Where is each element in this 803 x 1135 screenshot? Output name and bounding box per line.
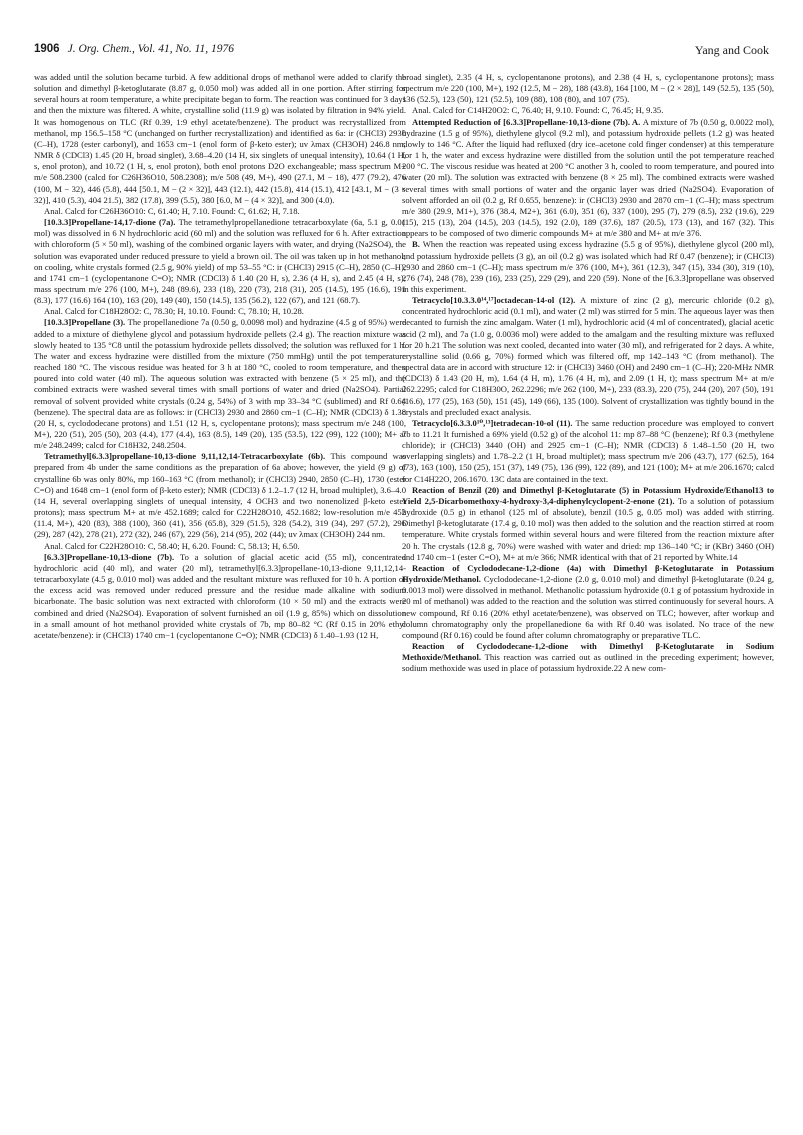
paragraph-text: When the reaction was repeated using excess hydrazine (5.5 g of 95%), diethylene glycol (200 ml), and potassium hydroxide pellets (3 g), an oil (0.2 g) was isolated which had Rf 0.47 (benzene); ir (CHCl3) 2930 and 2860 cm−1 (C–H); mass spectrum m/e 376 (100, M+), 361 (12.3), 347 (15), 334 (30), 319 (10), 276 (74), 248 (78), 239 (16), 233 (25), 229 (29), and 220 (59). None of the [6.3.3]propellane was observed in this experiment. — [402, 239, 774, 294]
paragraph — [402, 105, 774, 116]
paragraph-text: To a solution of glacial acetic acid (55 ml), concentrated hydrochloric acid (40 ml), and water (20 ml), tetramethyl[6.3.3]propellane-10,13-dione 9,11,12,14-tetracarboxylate (4.5 g, 0.010 mol) was added and the resultant mixture was refluxed for 10 h. A portion of the excess acid was removed under reduced pressure and the residue made alkaline with sodium bicarbonate. The basic solution was next extracted with chloroform (10 × 50 ml) and the extracts were combined and dried (Na2SO4). Evaporation of solvent furnished an oil (1.9 g, 85%) which on dissolution in a small amount of hot methanol provided white crystals of 7b, mp 80–82 °C (Rf 0.15 in 20% ethyl acetate/benzene): ir (CHCl3) 1740 cm−1 (cyclopentanone C=O); NMR (CDCl3) δ 1.40–1.93 (12 H, — [34, 551, 406, 640]
paragraph-text: The same reduction procedure was employed to convert 7b to 11.21 It furnished a 69% yield (0.52 g) of the alcohol 11: mp 87–88 °C (benzene); Rf 0.3 (methylene chloride); ir (CHCl3) 3440 (OH) and 2925 cm−1 (C–H); NMR (CDCl3) δ 1.48–1.50 (20 H, two overlapping singlets) and 1.78–2.2 (1 H, broad multiplet); mass spectrum m/e 206 (43.7), 177 (62.5), 164 (73), 163 (100), 150 (25), 151 (37), 149 (75), 136 (99), 122 (89), and 121 (100); M+ at m/e 206.1670; calcd for C14H22O, 206.1670. 13C data are contained in the text. — [402, 417, 774, 484]
paragraph-text: To a solution of potassium hydroxide (0.5 g) in ethanol (125 ml of absolute), benzil (10.5 g, 0.05 mol) was added with stirring. Dimethyl β-ketoglutarate (17.4 g, 0.10 mol) was then added to the solution and the reaction stirred at room temperature. White crystals formed within several hours and were filtered from the reaction mixture after 20 h. The crystals (12.8 g, 70%) were washed with water and dried: mp 136–140 °C; ir (KBr) 3460 (OH) and 1740 cm−1 (ester C=O), M+ at m/e 366; NMR identical with that of 21 reported by White.14 — [402, 495, 775, 562]
right-column — [402, 72, 774, 674]
paragraph-text: Anal. Calcd for C26H36O10: C, 61.40; H, 7.10. Found: C, 61.62; H, 7.18. — [44, 205, 300, 216]
paragraph — [34, 552, 406, 641]
paragraph — [34, 451, 406, 540]
paragraph-heading: Reaction of Cyclododecane-1,2-dione with Dimethyl β-Ketoglutarate in Sodium Methoxide/Methanol. — [402, 640, 774, 663]
paragraph-text: The propellanedione 7a (0.50 g, 0.0098 mol) and hydrazine (4.5 g of 95%) were added to a mixture of diethylene glycol and potassium hydroxide pellets (2.4 g). The reaction mixture was slowly heated to 135 °C8 until the potassium hydroxide pellets dissolved; the solution was refluxed for 1 h. The water and excess hydrazine were distilled from the mixture (750 mmHg) until the pot temperature reached 180 °C. The viscous residue was heated for 3 h at 180 °C, cooled to room temperature, and then poured into cold water (40 ml). The aqueous solution was extracted with benzene (5 × 25 ml), and the combined extracts were washed several times with small portions of water and dried (Na2SO4). Partial removal of solvent provided white crystals (0.24 g, 54%) of 3 with mp 33–34 °C (sublimed) and Rf 0.64 (benzene). The spectral data are as follows: ir (CHCl3) 2930 and 2860 cm−1 (C–H); NMR (CDCl3) δ 1.38 (20 H, s, cyclododecane protons) and 1.51 (12 H, s, cyclopentane protons); mass spectrum m/e 248 (100, M+), 220 (51), 205 (50), 203 (4.4), 177 (4.4), 163 (8.5), 149 (20), 135 (53.5), 122 (99), 122 (100); M+ at m/e 248.2499; calcd for C18H32, 248.2504. — [34, 317, 406, 451]
paragraph-text: Anal. Calcd for C22H28O10: C, 58.40; H, 6.20. Found: C, 58.13; H, 6.50. — [44, 540, 300, 551]
paragraph — [34, 217, 406, 306]
page-header — [34, 43, 769, 61]
paragraph-text: broad singlet), 2.35 (4 H, s, cyclopentanone protons), and 2.38 (4 H, s, cyclopentanone protons); mass spectrum m/e 220 (100, M+), 192 (12.5, M − 28), 188 (43.8), 164 [100, M − (2 × 28)], 149 (52.5), 135 (50), 136 (52.5), 123 (50), 121 (52.5), 109 (88), 108 (80), and 107 (75). — [402, 72, 774, 105]
paragraph-text: This compound was prepared from 4b under the same conditions as the preparation of 6a above; however, the yield (9 g) of crystalline 6b was only 80%, mp 160–163 °C (from methanol); ir (CHCl3) 2940, 2850 (C–H), 1730 (ester C=O) and 1648 cm−1 (enol form of β-keto ester); NMR (CDCl3) δ 1.2–1.7 (12 H, broad multiplet), 3.6–4.0 (14 H, several overlapping singlets of unequal intensity, 4 OCH3 and two nonenolized β-keto ester protons); mass spectrum M+ at m/e 452.1689; calcd for C22H28O10, 452.1682; low-resolution m/e 452 (11.4, M+), 420 (83), 388 (100), 360 (41), 356 (65.8), 329 (51.5), 328 (54.2), 319 (34), 297 (57.2), 296 (29), 287 (42), 278 (21), 272 (32), 246 (67), 229 (56), 214 (95), 202 (44); uv λmax (CH3OH) 244 nm. — [34, 451, 406, 540]
paragraph-text: A mixture of 7b (0.50 g, 0.0022 mol), hydrazine (1.5 g of 95%), diethylene glycol (9.2 ml), and potassium hydroxide pellets (1.2 g) was heated slowly to 146 °C. After the liquid had refluxed (dry ice–acetone cold finger condenser) at this temperature for 1 h, the water and excess hydrazine were distilled from the solution until the pot temperature reached 200 °C. The viscous residue was heated at 200 °C another 3 h, cooled to room temperature, and poured into water (20 ml). The solution was extracted with benzene (8 × 25 ml). The combined extracts were washed several times with small portions of water and the organic layer was dried (Na2SO4). Evaporation of solvent afforded an oil (0.2 g, Rf 0.655, benzene): ir (CHCl3) 2930 and 2870 cm−1 (C–H); mass spectrum m/e 380 (29.9, M1+), 376 (38.4, M2+), 361 (6.0), 351 (6), 337 (100), 295 (7), 279 (8.5), 232 (19.6), 229 (15), 215 (13), 204 (14.5), 203 (14.5), 192 (2.0), 189 (37.6), 187 (20.5), 173 (13), and 167 (32). This appears to be composed of two dimeric compounds M+ at m/e 380 and M+ at m/e 376. — [402, 116, 774, 239]
paragraph-text: A mixture of zinc (2 g), mercuric chloride (0.2 g), concentrated hydrochloric acid (0.1 ml), and water (2 ml) was stirred for 5 min. The aqueous layer was then decanted to furnish the zinc amalgam. Water (1 ml), hydrochloric acid (4 ml of concentrated), glacial acetic acid (2 ml), and 7a (1.0 g, 0.0036 mol) were added to the amalgam and the resulting mixture was refluxed for 20 h.21 The solution was next cooled, decanted into water (30 ml), and refrigerated for 2 days. A white, crystalline solid (0.66 g, 70%) formed which was filtered off, mp 142–143 °C (from methanol). The spectral data are in accord with structure 12: ir (CHCl3) 3460 (OH) and 2490 cm−1 (C–H); 220-MHz NMR (CDCl3) δ 1.43 (20 H, m), 1.64 (4 H, m), 1.76 (4 H, m), and 2.09 (1 H, t); mass spectrum M+ at m/e 262.2295; calcd for C18H30O, 262.2296; m/e 262 (100, M+), 233 (83.3), 220 (75), 244 (20), 207 (50), 191 (16.6), 177 (25), 163 (50), 151 (45), 149 (66), 135 (100). Solvent of crystallization was tightly bound in the crystals and precluded exact analysis. — [402, 295, 775, 417]
paragraph-heading: [10.3.3]Propellane-14,17-dione (7a). — [44, 217, 179, 228]
paragraph — [34, 541, 406, 552]
paragraph-heading: Reaction of Cyclododecane-1,2-dione (4a) with Dimethyl β-Ketoglutarate in Potassium Hydroxide/Methanol. — [402, 562, 774, 585]
paragraph — [402, 563, 774, 641]
paragraph-text: This reaction was carried out as outlined in the preceding experiment; however, sodium methoxide was used in place of potassium hydroxide.22 A new com- — [402, 652, 774, 674]
paragraph — [34, 306, 406, 317]
paragraph-heading: [10.3.3]Propellane (3). — [44, 317, 128, 328]
paragraph — [34, 317, 406, 451]
paragraph-text: Anal. Calcd for C18H28O2: C, 78.30; H, 10.10. Found: C, 78.10; H, 10.28. — [44, 306, 304, 317]
paragraph-heading: Tetracyclo[10.3.3.0¹⁴,¹⁷]octadecan-14-ol (12). — [412, 295, 581, 306]
paragraph — [34, 206, 406, 217]
paragraph-heading: Tetramethyl[6.3.3]propellane-10,13-dione 9,11,12,14-Tetracarboxylate (6b). — [44, 451, 331, 462]
paragraph — [402, 485, 774, 563]
paragraph — [402, 239, 774, 295]
paragraph-heading: Attempted Reduction of [6.3.3]Propellane-10,13-dione (7b). A. — [412, 116, 643, 127]
paragraph-text: was added until the solution became turbid. A few additional drops of methanol were added to clarify the solution and dimethyl β-ketoglutarate (8.87 g, 0.050 mol) was added all in one portion. After stirring for several hours at room temperature, a white precipitate began to form. The reaction was continued for 3 days and then the mixture was filtered. A white, crystalline solid (11.9 g) was isolated by filtration in 94% yield. It was homogenous on TLC (Rf 0.39, 1:9 ethyl acetate/benzene). The product was recrystallized from methanol, mp 156.5–158 °C (unchanged on further recrystallization) and identified as 6a: ir (CHCl3) 2930 (C–H), 1728 (ester carbonyl), and 1653 cm−1 (enol form of β-keto ester); uv λmax (CH3OH) 246.8 nm; NMR δ (CDCl3) 1.45 (20 H, broad singlet), 3.68–4.20 (14 H, six singlets of unequal intensity), 10.64 (1 H, s, enol proton), and 10.72 (1 H, s, enol proton), both enol protons D2O exchangeable; mass spectrum M+ m/e 508.2300 (calcd for C26H36O10, 508.2308); m/e 508 (49, M+), 490 (27.1, M − 18), 477 (79.2), 476 (100, M − 32), 446 (5.8), 444 [50.1, M − (2 × 32)], 443 (12.1), 442 (15.8), 414 (15.1), 412 [43.1, M − (3 × 32)], 410 (5.3), 404 21.5), 382 (17.8), 399 (5.5), 380 [6.0, M − (4 × 32)], and 300 (4.0). — [34, 72, 406, 205]
paragraph-text: The tetramethylpropellanedione tetracarboxylate (6a, 5.1 g, 0.01 mol) was dissolved in 6 N hydrochloric acid (60 ml) and the solution was refluxed for 6 h. After extraction with chloroform (5 × 50 ml), washing of the combined organic layers with water, and drying (Na2SO4), the solution was evaporated under reduced pressure to yield a brown oil. The oil was taken up in hot methanol; on cooling, white crystals formed (2.5 g, 90% yield) of mp 53–55 °C: ir (CHCl3) 2915 (C–H), 2850 (C–H), and 1741 cm−1 (cyclopentanone C=O); NMR (CDCl3) δ 1.40 (20 H, s), 2.36 (4 H, s), and 2.45 (4 H, s); mass spectrum m/e 276 (100, M+), 248 (89.6), 233 (18), 220 (73), 218 (31), 205 (14.5), 195 (16.6), 191 (8.3), 177 (16.6) 164 (10), 163 (20), 149 (40), 150 (14.5), 135 (56.2), 122 (67), and 121 (68.7). — [34, 217, 406, 306]
journal-citation: J. Org. Chem., Vol. 41, No. 11, 1976 — [67, 43, 235, 55]
paragraph-heading: B. — [412, 239, 423, 250]
paragraph — [402, 641, 774, 674]
paragraph-heading: Tetracyclo[6.3.3.0¹⁰,¹³]tetradecan-10-ol (11). — [412, 417, 576, 428]
paragraph-text: Cyclododecane-1,2-dione (2.0 g, 0.010 mol) and dimethyl β-ketoglutarate (0.24 g, 0.0013 mol) were dissolved in methanol. Methanolic potassium hydroxide (0.1 g of potassium hydroxide in 20 ml of methanol) was added to the reaction and the solution was stirred continuously for several hours. A new compound, Rf 0.16 (20% ethyl acetate/benzene), was observed on TLC; however, after workup and column chromatography only the propellanedione 6a with Rf 0.40 was isolated. No trace of the new compound (Rf 0.16) could be found after column chromatography or preparative TLC. — [402, 574, 774, 640]
header-left — [34, 43, 234, 55]
paragraph — [402, 418, 774, 485]
left-column — [34, 72, 406, 641]
paragraph-heading: [6.3.3]Propellane-10,13-dione (7b). — [44, 551, 180, 562]
paragraph — [402, 295, 774, 418]
header-authors: Yang and Cook — [694, 43, 769, 57]
paragraph — [34, 72, 406, 206]
paragraph — [402, 117, 774, 240]
paragraph-heading: Reaction of Benzil (20) and Dimethyl β-Ketoglutarate (5) in Potassium Hydroxide/Ethanol13 to Yield 2,5-Dicarbomethoxy-4-hydroxy-3,4-diphenylcyclopent-2-enone (21). — [402, 484, 774, 506]
paragraph-text: Anal. Calcd for C14H20O2: C, 76.40; H, 9.10. Found: C, 76.45; H, 9.35. — [412, 105, 664, 116]
page-number: 1906 — [34, 43, 60, 55]
paragraph — [402, 72, 774, 105]
